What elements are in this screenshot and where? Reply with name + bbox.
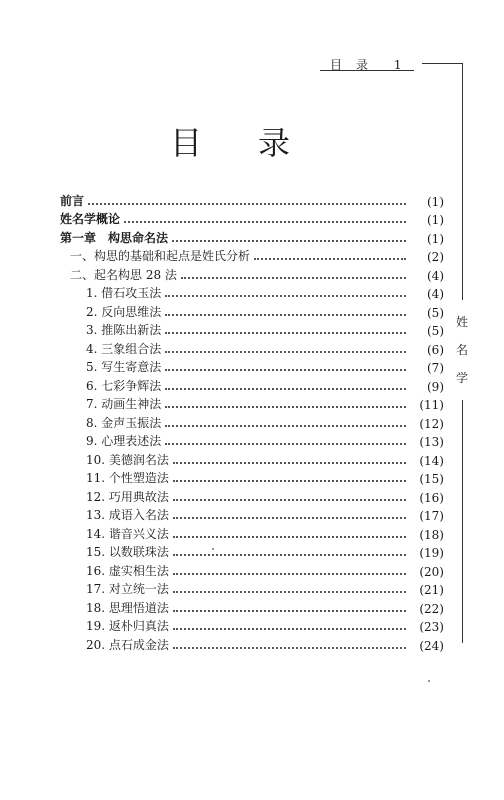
toc-entry — [60, 338, 444, 357]
toc-entry — [60, 505, 444, 524]
dot-leader — [165, 405, 406, 408]
toc-entry — [60, 579, 444, 598]
dot-leader — [165, 387, 406, 390]
side-tab-char: 学 — [455, 371, 468, 385]
toc-entry-label: 6. 七彩争辉法 — [86, 378, 162, 393]
toc-entry-label: 1. 借石攻玉法 — [86, 286, 162, 300]
toc-entry-page: (24) — [419, 638, 444, 653]
toc-entry-page: (11) — [419, 398, 444, 412]
toc-entry-label: 13. 成语入名法 — [86, 508, 169, 522]
toc-entry-page: (19) — [419, 546, 444, 560]
toc-entry-label: 18. 思理悟道法 — [86, 600, 169, 615]
toc-entry-label: 20. 点石成金法 — [86, 637, 169, 652]
toc-entry-page: (14) — [419, 453, 444, 468]
header-underline — [320, 70, 414, 71]
toc-entry-label: 12. 巧用典故法 — [86, 489, 169, 504]
table-of-contents — [60, 190, 444, 653]
dot-leader — [173, 479, 406, 482]
toc-entry — [60, 449, 444, 468]
toc-entry-page: (1) — [427, 194, 444, 209]
toc-entry-page: (13) — [419, 435, 444, 449]
dot-leader — [172, 239, 406, 242]
toc-entry — [60, 320, 444, 339]
toc-entry — [60, 394, 444, 413]
page-title: 目录 — [169, 124, 346, 162]
toc-entry — [60, 301, 444, 320]
toc-entry-label: 姓名学概论 — [60, 212, 121, 226]
toc-entry-page: (2) — [427, 250, 444, 264]
toc-entry — [60, 264, 444, 283]
running-head-title: 目录 — [330, 58, 383, 72]
toc-entry-label: 前言 — [60, 193, 85, 208]
dot-leader — [173, 646, 406, 649]
toc-entry-page: (23) — [419, 620, 444, 634]
toc-entry-label: 9. 心理表述法 — [86, 434, 162, 448]
toc-entry-label: 16. 虚实相生法 — [86, 563, 169, 578]
dot-leader — [88, 202, 406, 205]
dot-leader — [173, 553, 406, 556]
toc-entry — [60, 560, 444, 579]
toc-entry-page: (6) — [427, 342, 444, 357]
toc-entry-label: 8. 金声玉振法 — [86, 415, 162, 430]
toc-entry — [60, 209, 444, 228]
side-tab-char: 姓 — [455, 315, 468, 329]
dot-leader — [165, 331, 406, 334]
dot-leader — [173, 572, 406, 575]
toc-entry-label: 二、起名构思 28 法 — [70, 267, 177, 282]
toc-entry — [60, 283, 444, 302]
dot-leader — [173, 516, 406, 519]
toc-entry-page: (7) — [427, 361, 444, 375]
dot-leader — [173, 590, 406, 593]
toc-entry-page: (5) — [427, 305, 444, 320]
toc-entry-label: 一、构思的基础和起点是姓氏分析 — [70, 249, 251, 263]
toc-entry — [60, 431, 444, 450]
side-tab-char: 名 — [455, 343, 468, 357]
toc-entry-page: (1) — [427, 213, 444, 227]
dot-leader — [124, 220, 406, 223]
dot-leader — [165, 442, 406, 445]
dot-leader — [173, 627, 406, 630]
toc-entry-label: 7. 动画生神法 — [86, 397, 162, 411]
toc-entry-label: 3. 推陈出新法 — [86, 323, 162, 337]
toc-entry-page: (22) — [419, 601, 444, 616]
dot-leader — [165, 350, 406, 353]
toc-entry-label: 2. 反向思维法 — [86, 304, 162, 319]
toc-entry-label: 11. 个性塑造法 — [86, 471, 169, 485]
toc-entry — [60, 597, 444, 616]
scan-speck — [212, 548, 214, 550]
dot-leader — [173, 461, 406, 464]
toc-entry — [60, 412, 444, 431]
toc-entry-label: 5. 写生寄意法 — [86, 360, 162, 374]
toc-entry-label: 10. 美德润名法 — [86, 452, 169, 467]
toc-entry — [60, 523, 444, 542]
toc-entry-label: 4. 三象组合法 — [86, 341, 162, 356]
toc-entry-label: 第一章 构思命名法 — [60, 230, 169, 245]
toc-entry-page: (4) — [427, 287, 444, 301]
toc-entry — [60, 227, 444, 246]
dot-leader — [173, 498, 406, 501]
dot-leader — [165, 313, 406, 316]
dot-leader — [165, 424, 406, 427]
toc-entry-label: 19. 返朴归真法 — [86, 619, 169, 633]
toc-entry-page: (18) — [419, 527, 444, 542]
toc-entry-page: (17) — [419, 509, 444, 523]
toc-entry — [60, 190, 444, 209]
toc-entry-page: (12) — [419, 416, 444, 431]
toc-entry-page: (16) — [419, 490, 444, 505]
toc-entry-page: (20) — [419, 564, 444, 579]
running-head-page-number: 1 — [393, 58, 404, 72]
side-tab — [446, 300, 478, 400]
toc-entry-label: 17. 对立统一法 — [86, 582, 169, 596]
toc-entry-label: 14. 谐音兴义法 — [86, 526, 169, 541]
toc-entry — [60, 634, 444, 653]
toc-entry-page: (15) — [419, 472, 444, 486]
toc-entry — [60, 616, 444, 635]
toc-entry-page: (4) — [427, 268, 444, 283]
toc-entry-page: (21) — [419, 583, 444, 597]
dot-leader — [173, 535, 406, 538]
toc-entry-page: (1) — [427, 231, 444, 246]
dot-leader — [181, 276, 406, 279]
dot-leader — [165, 368, 406, 371]
dot-leader — [254, 257, 406, 260]
header-tick-line — [422, 63, 462, 64]
toc-entry — [60, 375, 444, 394]
toc-entry-page: (5) — [427, 324, 444, 338]
toc-entry-label: 15. 以数联珠法 — [86, 545, 169, 559]
toc-entry-page: (9) — [427, 379, 444, 394]
toc-entry — [60, 468, 444, 487]
scan-speck — [428, 680, 430, 682]
toc-entry — [60, 246, 444, 265]
toc-entry — [60, 486, 444, 505]
dot-leader — [173, 609, 406, 612]
toc-entry — [60, 542, 444, 561]
toc-entry — [60, 357, 444, 376]
dot-leader — [165, 294, 406, 297]
